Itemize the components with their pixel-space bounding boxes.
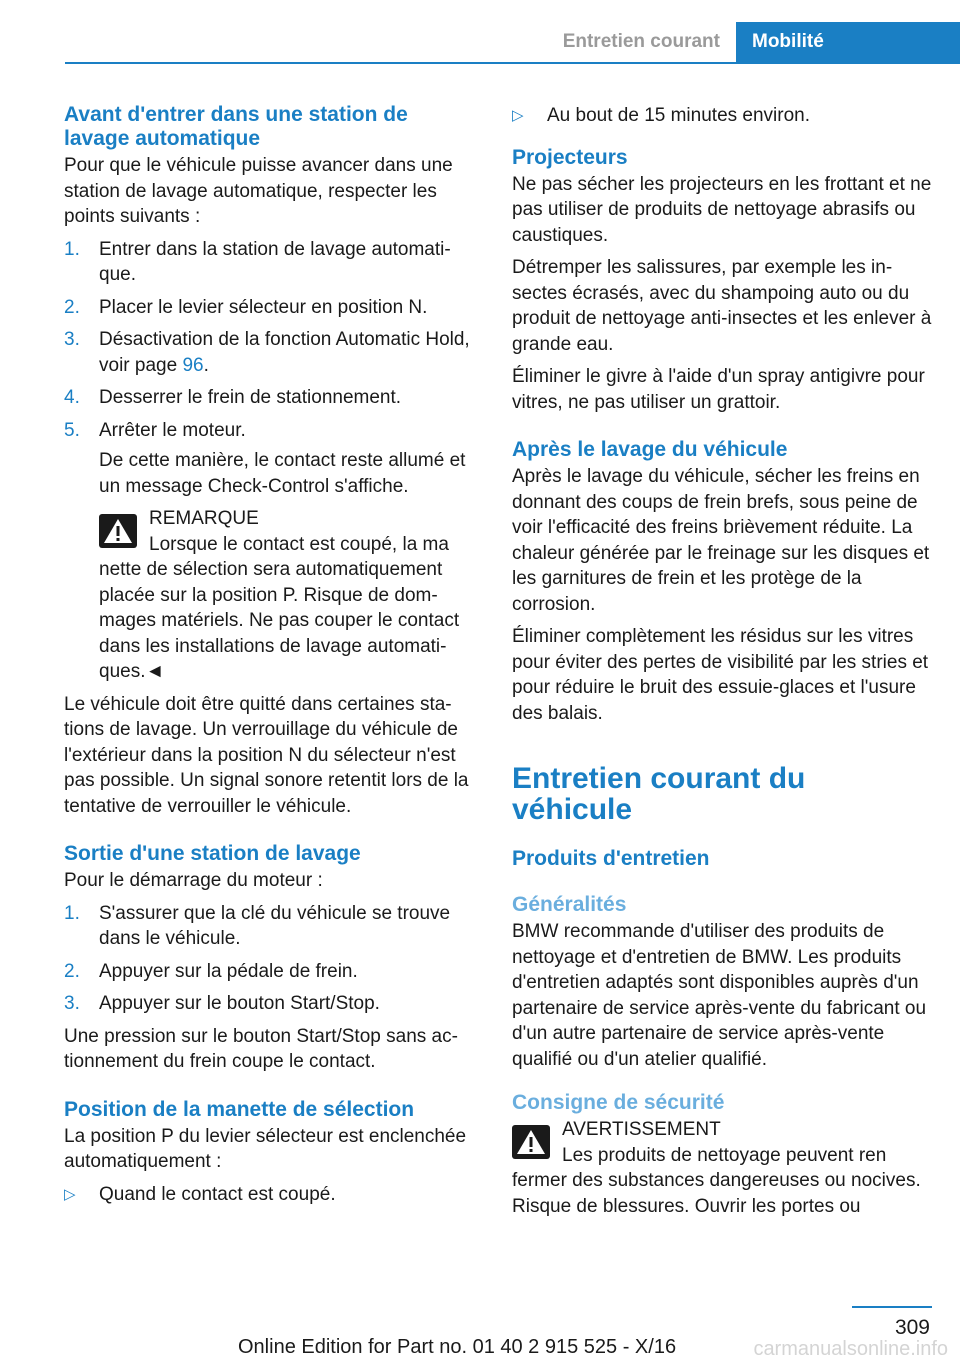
paragraph-quitte: Le véhicule doit être quitté dans certaines stations de lavage. Un verrouillage du véhicule de l'extérieur dans la position N du sélecteur n'est pas possible. Un signal sonore retentit lors de la tentative de verrouiller le véhicule. (64, 693, 469, 817)
paragraph-pression: Une pression sur le bouton Start/Stop sans actionnement du frein coupe le contact. (64, 1025, 458, 1072)
edition-note: Online Edition for Part no. 01 40 2 915 525 - X/16 (238, 1336, 677, 1358)
remarque-text-first: Lorsque le contact est coupé, la ma (149, 533, 449, 555)
avertissement-text-first: Les produits de nettoyage peuvent ren (562, 1144, 887, 1166)
heading-consigne: Consigne de sécurité (512, 1091, 725, 1114)
steps-avant-lavage (64, 237, 478, 444)
heading-apres-lavage: Après le lavage du véhicule (512, 438, 788, 461)
list-item: 5. Arrêter le moteur. (64, 419, 246, 441)
avertissement-text: fermer des substances dangereuses ou nocives. Risque de blessures. Ouvrir les portes ou (512, 1170, 921, 1217)
list-item: 3. Désactivation de la fonction Automatic Hold, voir page 96. (64, 329, 470, 376)
page-header (65, 22, 960, 64)
left-column (64, 103, 478, 1214)
avertissement-box (512, 1117, 932, 1219)
steps-sortie (64, 901, 478, 1017)
paragraph-projecteurs-3: Éliminer le givre à l'aide d'un spray antigivre pour vitres, ne pas utiliser un grattoir. (512, 366, 925, 413)
list-item: 1. Entrer dans la station de lavage automatique. (64, 238, 451, 285)
paragraph-sortie: Pour le démarrage du moteur : (64, 870, 323, 891)
paragraph-projecteurs-2: Détremper les salissures, par exemple les insectes écrasés, avec du shampoing auto ou du produit de nettoyage anti-insectes et les enlever à grande eau. (512, 257, 932, 355)
bullets-position (64, 1182, 478, 1208)
paragraph-projecteurs-1: Ne pas sécher les projecteurs en les frottant et ne pas utiliser de produits de nettoyage abrasifs ou caustiques. (512, 173, 932, 246)
list-item: ▷ Quand le contact est coupé. (64, 1182, 478, 1208)
footer-rule (852, 1306, 932, 1308)
triangle-bullet-icon: ▷ (512, 107, 524, 124)
avertissement-title: AVERTISSEMENT (562, 1119, 721, 1140)
triangle-bullet-icon: ▷ (64, 1185, 76, 1203)
paragraph-generalites: BMW recommande d'utiliser des produits de nettoyage et d'entretien de BMW. Les produits d'entretien adaptés sont disponibles auprès d'un partenaire de service après-vente du fabricant ou d'un autre partenaire de service après-vente qualifié ou d'un atelier qualifié. (512, 921, 927, 1070)
list-item: 2. Placer le levier sélecteur en position N. (64, 296, 428, 318)
list-item: 2. Appuyer sur la pédale de frein. (64, 960, 358, 982)
paragraph-apres-2: Éliminer complètement les résidus sur les vitres pour éviter des pertes de visibilité par les stries et pour réduire le bruit des essuie-glaces et l'usure des balais. (512, 626, 929, 724)
heading-produits: Produits d'entretien (512, 847, 710, 870)
heading-avant-lavage: Avant d'entrer dans une station de lavage automatique (64, 103, 408, 150)
heading-projecteurs: Projecteurs (512, 145, 628, 169)
paragraph-position: La position P du levier sélecteur est enclenchée automatiquement : (64, 1125, 467, 1172)
tab-entretien-courant[interactable]: Entretien courant (562, 31, 720, 52)
heading-position: Position de la manette de sélection (64, 1097, 415, 1121)
paragraph-avant-lavage: Pour que le véhicule puisse avancer dans une station de lavage automatique, respecter les points suivants : (64, 155, 453, 227)
bullets-position-cont (512, 103, 932, 129)
heading-generalites: Généralités (512, 893, 627, 916)
list-item: 3. Appuyer sur le bouton Start/Stop. (64, 993, 380, 1014)
heading-sortie: Sortie d'une station de lavage (64, 842, 361, 865)
remarque-title: REMARQUE (149, 508, 259, 529)
remarque-box (99, 506, 478, 685)
right-column (512, 103, 932, 1226)
warning-triangle-icon (99, 514, 137, 548)
tab-mobilite[interactable]: Mobilité (736, 22, 960, 62)
paragraph-apres-1: Après le lavage du véhicule, sécher les freins en donnant des coups de frein brefs, sous peine de voir l'efficacité des freins brièvement réduite. La chaleur générée par le freinage sur les disques et les garnitures de frein et les protège de la corrosion. (512, 466, 930, 615)
heading-entretien-courant: Entretien courant du véhicule (512, 762, 806, 826)
warning-triangle-icon (512, 1125, 550, 1159)
list-item: 1. S'assurer que la clé du véhicule se trouve dans le véhicule. (64, 902, 451, 949)
step5-detail: De cette manière, le contact reste allumé et un message Check-Control s'affiche. (99, 450, 466, 497)
page-link-96[interactable]: 96 (182, 354, 204, 376)
remarque-text: nette de sélection sera automatiquement placée sur la position P. Risque de dommages matériels. Ne pas couper le contact dans les installations de lavage automatiques.◄ (99, 559, 460, 682)
page-number: 309 (894, 1316, 930, 1339)
watermark: carmanualsonline.info (753, 1338, 948, 1360)
list-item: 4. Desserrer le frein de stationnement. (64, 387, 402, 408)
list-item: ▷ Au bout de 15 minutes environ. (512, 103, 932, 129)
